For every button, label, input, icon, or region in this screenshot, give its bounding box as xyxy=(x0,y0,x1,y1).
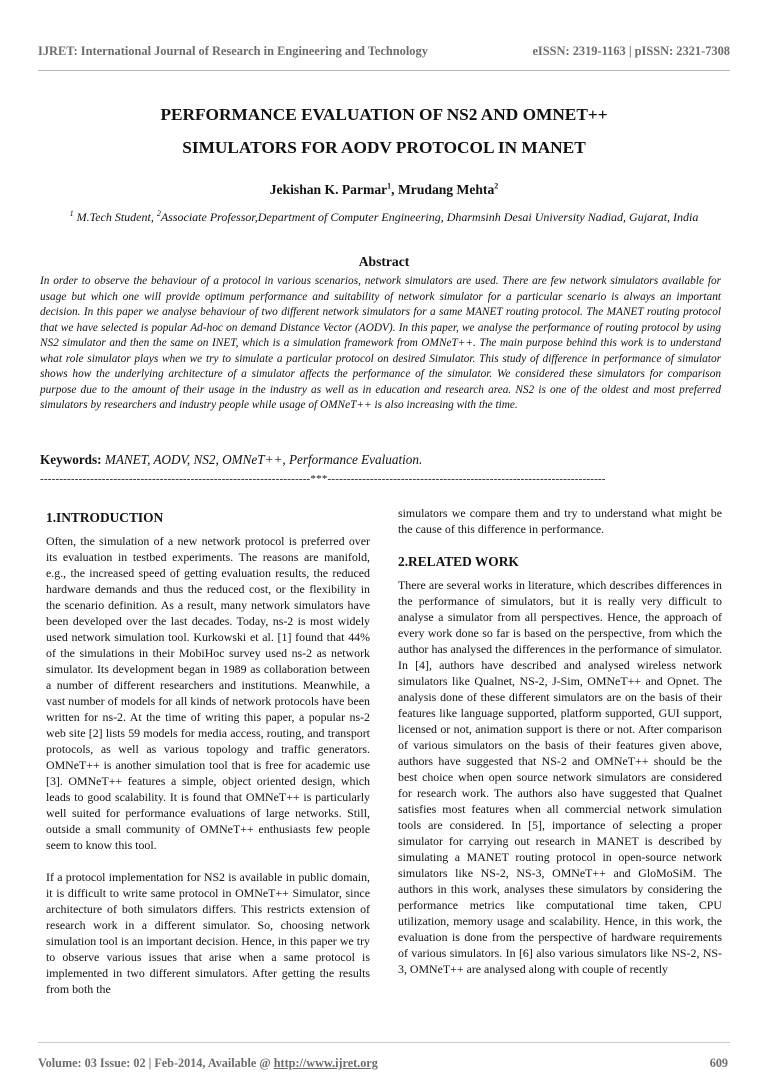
abstract-text: In order to observe the behaviour of a protocol in various scenarios, network simulators are used. There are few network simulators available for usage but which one will provide optimum performance and suitability of network simulator for a particular scenario is always an important decision. In this paper we analyse behaviour of two different network simulators for a same MANET routing protocol. The MANET routing protocol that we have selected is popular Ad-hoc on demand Distance Vector (AODV). In this paper, we analyse the performance of routing protocol by using NS2 simulator and then the same on INET, which is a simulation framework from OMNeT++. The main purpose behind this work is to understand what role simulator plays when we try to simulate a particular protocol on desired Simulator. This study of difference in performance of simulator shows how the underlying architecture of a simulator affects the performance of the simulator. We considered these simulators for comparison purpose due to the amount of their usage in the industry as well as in education and research area. NS2 is one of the oldest and most preferred simulators by researchers and industry people while usage of OMNeT++ is also increasing with the time. xyxy=(40,275,721,411)
keywords xyxy=(40,452,721,468)
affil-part-1: M.Tech Student, xyxy=(73,210,157,224)
header-rule xyxy=(38,70,730,71)
author-separator: , xyxy=(391,182,398,197)
intro-heading: 1.INTRODUCTION xyxy=(46,510,164,525)
intro-paragraph-2: If a protocol implementation for NS2 is available in public domain, it is difficult to write same protocol in OMNeT++ Simulator, since architecture of both simulators differs. This restricts extension of research work in a different simulator. So, choosing network simulation tool is an important decision. Hence, in this paper we try to observe various issues that arise when a same protocol is implemented in two different simulators. After getting the results from both the xyxy=(46,870,370,996)
right-column xyxy=(398,505,722,993)
affil-sup-2: 2 xyxy=(156,209,161,218)
author-1-sup: 1 xyxy=(387,181,392,191)
left-column xyxy=(46,505,370,1013)
journal-link[interactable]: http://www.ijret.org xyxy=(273,1056,378,1070)
running-header xyxy=(38,44,730,64)
issn: eISSN: 2319-1163 | pISSN: 2321-7308 xyxy=(532,44,730,58)
keywords-label: Keywords: xyxy=(40,452,102,467)
author-2-sup: 2 xyxy=(494,181,499,191)
title-line-2: SIMULATORS FOR AODV PROTOCOL IN MANET xyxy=(182,138,586,157)
section-separator: ----------------------------------------------------------------------***------------------------------------------------------------------------ xyxy=(40,473,606,485)
author-1: Jekishan K. Parmar xyxy=(269,182,388,197)
authors xyxy=(40,182,728,198)
volume-text: Volume: 03 Issue: 02 | Feb-2014, Available @ xyxy=(38,1056,274,1070)
paper-title xyxy=(40,98,728,164)
related-work-heading: 2.RELATED WORK xyxy=(398,554,519,569)
affil-part-2: Associate Professor,Department of Computer Engineering, Dharmsinh Desai University Nadiad, Gujarat, India xyxy=(160,210,699,224)
affil-sup-1: 1 xyxy=(69,209,74,218)
author-2: Mrudang Mehta xyxy=(397,182,495,197)
footer-volume xyxy=(38,1056,378,1074)
title-line-1: PERFORMANCE EVALUATION OF NS2 AND OMNET++ xyxy=(160,105,608,124)
journal-name: IJRET: International Journal of Research in Engineering and Technology xyxy=(38,44,428,58)
affiliation xyxy=(52,209,716,226)
intro-paragraph-1: Often, the simulation of a new network protocol is preferred over its evaluation in testbed experiments. The reasons are manifold, e.g., the increased speed of getting evaluation results, the reduced hardware demands and thus the reduced cost, or the flexibility in the scenario definition. As a result, many network simulators have been developed over the last decades. Today, ns-2 is most widely used network simulation tool. Kurkowski et al. [1] found that 44% of the simulations in their MobiHoc survey used ns-2 as network simulator. Its development began in 1989 as collaboration between a number of different researchers and institutions. Meanwhile, a vast number of models for all kinds of network protocols have been written for ns-2. At the time of writing this paper, a popular ns-2 web site [2] lists 59 models for media access, routing, and transport protocols, as well as various topology and traffic generators. OMNeT++ is another simulation tool that is free for academic use [3]. OMNeT++ features a simple, object oriented design, which leads to good scalability. It is found that OMNeT++ is particularly well suited for performance evaluations of large networks. Still, outside a small community of OMNeT++ enthusiasts few people seem to know this tool. xyxy=(46,534,370,852)
related-work-paragraph: There are several works in literature, which describes differences in the performance of simulators, but it is really very difficult to analyse a simulator from all perspectives. Hence, the approach of every work done so far is based on the perspective, from which the author has analysed the differences in the performance of simulator. In [4], authors have described and analysed wireless network simulators like Qualnet, NS-2, J-Sim, OMNeT++ and Opnet. The analysis done of these different simulators are on the basis of their features like language supported, platform supported, GUI support, licensed or not, animation support is there or not. After comparison of various simulators on the basis of their features given above, authors have suggested that NS-2 and OMNeT++ should be the best choice when open source network simulators are considered for research work. The authors also have suggested that Qualnet satisfies most features when all commercial network simulation tools are considered. In [5], importance of selecting a proper simulator for carrying out research in MANET is described by simulating a MANET routing protocol in open-source network simulators like NS-2, NS-3, OMNeT++ and GloMoSiM. The authors in this work, analyses these simulators by considering the performance metrics like computational time taken, CPU utilization, memory usage and scalability. Hence, in this work, the evaluation is done from the perspective of hardware requirements of various simulators. In [6] also various simulators like NS-2, NS-3, OMNeT++ are analysed along with couple of recently xyxy=(398,578,722,976)
footer-rule xyxy=(38,1042,730,1043)
abstract-heading: Abstract xyxy=(358,254,410,269)
intro-continuation: simulators we compare them and try to understand what might be the cause of this difference in performance. xyxy=(398,506,722,536)
running-footer xyxy=(38,1056,728,1074)
keywords-list: MANET, AODV, NS2, OMNeT++, Performance Evaluation. xyxy=(101,452,423,467)
page-number: 609 xyxy=(709,1056,728,1070)
